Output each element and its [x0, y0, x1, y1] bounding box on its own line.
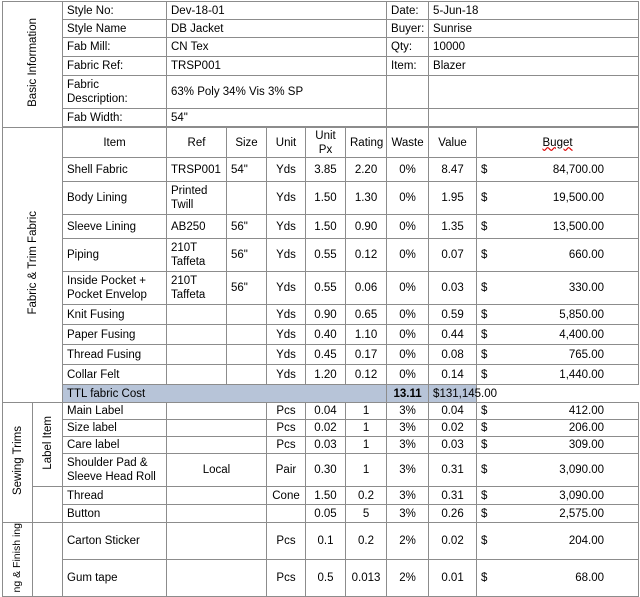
trim-rating: 5	[346, 505, 387, 523]
fabric-unit: Yds	[267, 365, 306, 385]
trim-value: 0.31	[429, 487, 477, 505]
budget-amount: 3,090.00	[559, 464, 605, 476]
finish-waste: 2%	[387, 523, 429, 560]
trim-unit: Pair	[267, 454, 306, 487]
currency-symbol: $	[481, 405, 488, 417]
fabric-row	[3, 239, 639, 272]
empty-cell	[387, 109, 429, 127]
fabric-budget	[477, 182, 639, 215]
fabric-waste: 0%	[387, 182, 429, 215]
ttl-fabric-value: 13.11	[387, 385, 429, 403]
budget-amount: 84,700.00	[552, 163, 605, 176]
fab-mill-value: CN Tex	[167, 38, 387, 57]
fabric-waste: 0%	[387, 345, 429, 365]
fab-mill-label: Fab Mill:	[63, 38, 167, 57]
currency-symbol: $	[481, 328, 488, 341]
finish-unit: Pcs	[267, 523, 306, 560]
trim-item: Size label	[63, 420, 167, 437]
fabric-unit-px: 0.45	[306, 345, 346, 365]
qty-value: 10000	[429, 38, 639, 57]
fabric-rating: 1.30	[346, 182, 387, 215]
fabric-unit: Yds	[267, 345, 306, 365]
fabric-unit-px: 1.20	[306, 365, 346, 385]
fabric-budget	[477, 365, 639, 385]
currency-symbol: $	[481, 220, 488, 233]
sewing-trims-section: Sewing Trims	[3, 403, 33, 523]
qty-label: Qty:	[387, 38, 429, 57]
trim-unit-px: 0.05	[306, 505, 346, 523]
fabric-unit-px: 0.40	[306, 325, 346, 345]
fabric-budget	[477, 305, 639, 325]
trim-unit: Pcs	[267, 420, 306, 437]
buyer-label: Buyer:	[387, 20, 429, 38]
fabric-budget	[477, 325, 639, 345]
finish-value: 0.02	[429, 523, 477, 560]
fabric-item: Inside Pocket + Pocket Envelop	[63, 272, 167, 305]
trim-waste: 3%	[387, 437, 429, 454]
finish-budget	[477, 523, 639, 560]
trim-rating: 1	[346, 437, 387, 454]
fabric-value: 0.08	[429, 345, 477, 365]
fabric-waste: 0%	[387, 215, 429, 239]
trim-ref: Local	[167, 454, 267, 487]
fabric-value: 1.35	[429, 215, 477, 239]
label-item-section: Label Item	[33, 403, 63, 487]
fabric-value: 0.07	[429, 239, 477, 272]
empty-cell	[429, 109, 639, 127]
fabric-budget	[477, 158, 639, 182]
trim-ref	[167, 487, 267, 505]
fabric-waste: 0%	[387, 239, 429, 272]
fabric-ref	[167, 365, 227, 385]
fabric-value: 0.44	[429, 325, 477, 345]
header-unit-px: Unit Px	[306, 128, 346, 158]
fabric-unit: Yds	[267, 325, 306, 345]
budget-amount: 204.00	[568, 535, 605, 548]
fabric-ref: 210T Taffeta	[167, 272, 227, 305]
style-name-label: Style Name	[63, 20, 167, 38]
trim-waste: 3%	[387, 454, 429, 487]
header-unit: Unit	[267, 128, 306, 158]
fabric-size	[227, 305, 267, 325]
budget-amount: 660.00	[568, 249, 605, 261]
trim-waste: 3%	[387, 487, 429, 505]
fabric-row	[3, 215, 639, 239]
finish-unit-px: 0.5	[306, 560, 346, 597]
fabric-rating: 1.10	[346, 325, 387, 345]
finish-item: Gum tape	[63, 560, 167, 597]
finish-unit: Pcs	[267, 560, 306, 597]
currency-symbol: $	[481, 464, 488, 476]
finishing-section: ng & Finish ing	[3, 523, 33, 597]
fab-width-value: 54"	[167, 109, 387, 127]
currency-symbol: $	[481, 535, 488, 548]
finish-waste: 2%	[387, 560, 429, 597]
empty-cell	[33, 487, 63, 523]
fabric-unit-px: 0.90	[306, 305, 346, 325]
style-no-label: Style No:	[63, 2, 167, 20]
budget-amount: 412.00	[568, 405, 605, 417]
item-label: Item:	[387, 57, 429, 76]
fabric-item: Sleeve Lining	[63, 215, 167, 239]
trim-rating: 1	[346, 420, 387, 437]
ttl-fabric-budget	[429, 385, 498, 403]
fabric-item: Body Lining	[63, 182, 167, 215]
header-waste: Waste	[387, 128, 429, 158]
style-no-value: Dev-18-01	[167, 2, 387, 20]
budget-amount: 5,850.00	[559, 308, 605, 321]
budget-amount: 13,500.00	[552, 220, 605, 233]
empty-cell	[33, 523, 63, 597]
fabric-row	[3, 345, 639, 365]
currency-symbol: $	[481, 572, 488, 585]
fabric-size: 54"	[227, 158, 267, 182]
fabric-unit: Yds	[267, 305, 306, 325]
header-value: Value	[429, 128, 477, 158]
fabric-item: Knit Fusing	[63, 305, 167, 325]
fabric-value: 0.59	[429, 305, 477, 325]
trim-value: 0.04	[429, 403, 477, 420]
currency-symbol: $	[481, 348, 488, 361]
finish-item: Carton Sticker	[63, 523, 167, 560]
trim-unit	[267, 505, 306, 523]
currency-symbol: $	[481, 507, 488, 520]
currency-symbol: $	[481, 489, 488, 502]
fabric-item: Piping	[63, 239, 167, 272]
budget-amount: 131,145.00	[439, 387, 498, 400]
buyer-value: Sunrise	[429, 20, 639, 38]
finish-budget	[477, 560, 639, 597]
trim-unit-px: 0.02	[306, 420, 346, 437]
currency-symbol: $	[481, 422, 488, 434]
header-rating: Rating	[346, 128, 387, 158]
fabric-waste: 0%	[387, 305, 429, 325]
finish-rating: 0.2	[346, 523, 387, 560]
fabric-value: 1.95	[429, 182, 477, 215]
fabric-rating: 0.65	[346, 305, 387, 325]
trim-item: Shoulder Pad & Sleeve Head Roll	[63, 454, 167, 487]
trim-rating: 1	[346, 454, 387, 487]
trim-unit: Pcs	[267, 403, 306, 420]
fabric-unit-px: 0.55	[306, 239, 346, 272]
finish-ref	[167, 560, 267, 597]
trim-rating: 0.2	[346, 487, 387, 505]
fabric-rating: 0.90	[346, 215, 387, 239]
trim-row	[3, 487, 639, 505]
header-ref: Ref	[167, 128, 227, 158]
trim-value: 0.31	[429, 454, 477, 487]
trim-ref	[167, 437, 267, 454]
fabric-ref-value: TRSP001	[167, 57, 387, 76]
fabric-rating: 0.12	[346, 239, 387, 272]
fabric-row	[3, 325, 639, 345]
fab-width-label: Fab Width:	[63, 109, 167, 127]
trim-waste: 3%	[387, 403, 429, 420]
ttl-fabric-row	[3, 385, 639, 403]
fabric-size: 56"	[227, 215, 267, 239]
trim-ref	[167, 505, 267, 523]
trim-unit-px: 0.03	[306, 437, 346, 454]
trim-ref	[167, 403, 267, 420]
budget-amount: 19,500.00	[552, 192, 605, 204]
fabric-ref: AB250	[167, 215, 227, 239]
trim-row	[3, 437, 639, 454]
trim-unit: Cone	[267, 487, 306, 505]
fabric-item: Shell Fabric	[63, 158, 167, 182]
fabric-value: 0.03	[429, 272, 477, 305]
empty-cell	[387, 76, 429, 109]
currency-symbol: $	[481, 282, 488, 294]
fabric-ref-label: Fabric Ref:	[63, 57, 167, 76]
fabric-budget	[477, 215, 639, 239]
trim-row	[3, 420, 639, 437]
fabric-size	[227, 365, 267, 385]
finish-row	[3, 560, 639, 597]
fabric-size	[227, 345, 267, 365]
trim-value: 0.26	[429, 505, 477, 523]
fabric-waste: 0%	[387, 158, 429, 182]
fabric-value: 8.47	[429, 158, 477, 182]
header-size: Size	[227, 128, 267, 158]
trim-budget	[477, 420, 639, 437]
trim-item: Main Label	[63, 403, 167, 420]
trim-budget	[477, 454, 639, 487]
budget-amount: 330.00	[568, 282, 605, 294]
currency-symbol: $	[481, 308, 488, 321]
budget-amount: 206.00	[568, 422, 605, 434]
fabric-trim-section: Fabric & Trim Fabric	[3, 128, 63, 403]
empty-cell	[429, 76, 639, 109]
fabric-waste: 0%	[387, 272, 429, 305]
trim-row	[3, 454, 639, 487]
budget-amount: 4,400.00	[559, 328, 605, 341]
fabric-desc-label: Fabric Description:	[63, 76, 167, 109]
item-value: Blazer	[429, 57, 639, 76]
fabric-rating: 0.17	[346, 345, 387, 365]
ttl-fabric-label: TTL fabric Cost	[63, 385, 387, 403]
trim-budget	[477, 505, 639, 523]
fabric-value: 0.14	[429, 365, 477, 385]
budget-amount: 2,575.00	[559, 507, 605, 520]
fabric-rating: 2.20	[346, 158, 387, 182]
trim-budget	[477, 403, 639, 420]
fabric-ref	[167, 305, 227, 325]
trim-budget	[477, 437, 639, 454]
fabric-item: Collar Felt	[63, 365, 167, 385]
date-label: Date:	[387, 2, 429, 20]
fabric-row	[3, 158, 639, 182]
date-value: 5-Jun-18	[429, 2, 639, 20]
fabric-budget	[477, 345, 639, 365]
fabric-ref: Printed Twill	[167, 182, 227, 215]
fabric-item: Thread Fusing	[63, 345, 167, 365]
fabric-unit-px: 3.85	[306, 158, 346, 182]
finish-value: 0.01	[429, 560, 477, 597]
trim-unit-px: 1.50	[306, 487, 346, 505]
finish-rating: 0.013	[346, 560, 387, 597]
fabric-rating: 0.12	[346, 365, 387, 385]
trim-value: 0.02	[429, 420, 477, 437]
fabric-unit: Yds	[267, 272, 306, 305]
trim-item: Button	[63, 505, 167, 523]
fabric-ref	[167, 325, 227, 345]
currency-symbol: $	[481, 439, 488, 451]
budget-amount: 68.00	[575, 572, 605, 585]
costing-table	[2, 1, 639, 597]
trim-rating: 1	[346, 403, 387, 420]
style-name-value: DB Jacket	[167, 20, 387, 38]
trim-item: Thread	[63, 487, 167, 505]
fabric-ref	[167, 345, 227, 365]
fabric-rating: 0.06	[346, 272, 387, 305]
trim-waste: 3%	[387, 420, 429, 437]
trim-unit-px: 0.04	[306, 403, 346, 420]
fabric-budget	[477, 239, 639, 272]
fabric-size	[227, 325, 267, 345]
trim-waste: 3%	[387, 505, 429, 523]
fabric-row	[3, 365, 639, 385]
trim-budget	[477, 487, 639, 505]
trim-item: Care label	[63, 437, 167, 454]
header-buget: Buget	[477, 128, 639, 158]
budget-amount: 1,440.00	[559, 368, 605, 381]
budget-amount: 3,090.00	[559, 489, 605, 502]
basic-info-section: Basic Information	[3, 2, 63, 128]
currency-symbol: $	[481, 249, 488, 261]
currency-symbol: $	[481, 163, 488, 176]
trim-row	[3, 403, 639, 420]
fabric-ref: 210T Taffeta	[167, 239, 227, 272]
trim-row	[3, 505, 639, 523]
fabric-size: 56"	[227, 272, 267, 305]
trim-unit: Pcs	[267, 437, 306, 454]
fabric-waste: 0%	[387, 365, 429, 385]
budget-amount: 765.00	[568, 348, 605, 361]
finish-unit-px: 0.1	[306, 523, 346, 560]
fabric-unit: Yds	[267, 239, 306, 272]
fabric-unit-px: 0.55	[306, 272, 346, 305]
finish-ref	[167, 523, 267, 560]
trim-value: 0.03	[429, 437, 477, 454]
fabric-budget	[477, 272, 639, 305]
header-item: Item	[63, 128, 167, 158]
fabric-item: Paper Fusing	[63, 325, 167, 345]
fabric-row	[3, 305, 639, 325]
trim-ref	[167, 420, 267, 437]
fabric-desc-value: 63% Poly 34% Vis 3% SP	[167, 76, 387, 109]
fabric-ref: TRSP001	[167, 158, 227, 182]
trim-unit-px: 0.30	[306, 454, 346, 487]
fabric-unit: Yds	[267, 182, 306, 215]
fabric-row	[3, 272, 639, 305]
fabric-row	[3, 182, 639, 215]
fabric-unit: Yds	[267, 215, 306, 239]
fabric-unit-px: 1.50	[306, 215, 346, 239]
finish-row	[3, 523, 639, 560]
currency-symbol: $	[433, 387, 440, 400]
fabric-size: 56"	[227, 239, 267, 272]
fabric-size	[227, 182, 267, 215]
fabric-waste: 0%	[387, 325, 429, 345]
fabric-unit: Yds	[267, 158, 306, 182]
currency-symbol: $	[481, 192, 488, 204]
fabric-unit-px: 1.50	[306, 182, 346, 215]
budget-amount: 309.00	[568, 439, 605, 451]
currency-symbol: $	[481, 368, 488, 381]
